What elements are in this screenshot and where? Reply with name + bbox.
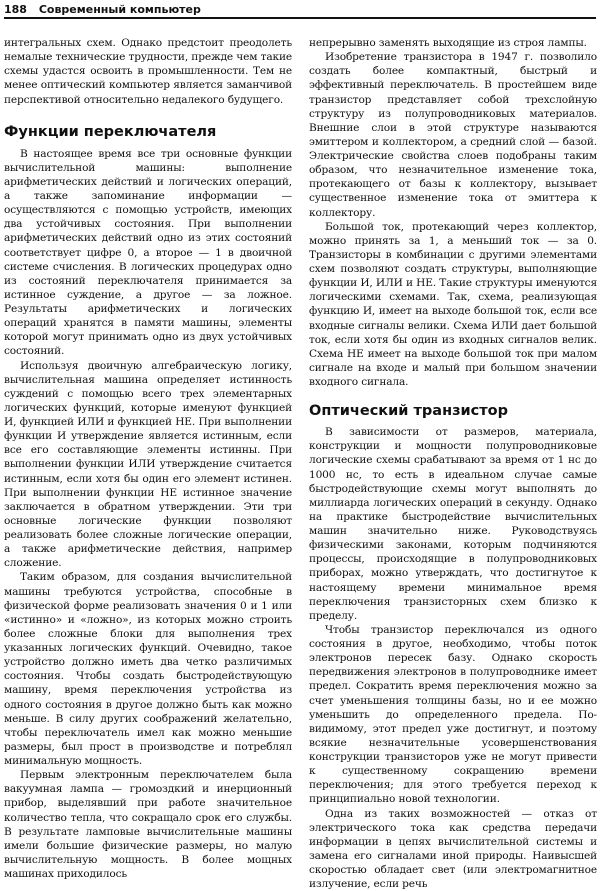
paragraph: Первым электронным переключателем была вакуумная лампа — громоздкий и инерционный прибор, выделявший при работе значительное количество тепла, что сокращало срок его службы. В результате ламповые вычислительные машины имели большие физические размеры, но малую вычислительную мощность. В более мощных машинах приходилось — [4, 768, 292, 881]
paragraph: непрерывно заменять выходящие из строя лампы. — [309, 36, 597, 50]
section-heading-optical-transistor: Оптический транзистор — [309, 402, 597, 420]
page-number: 188 — [4, 2, 27, 17]
paragraph: В настоящее время все три основные функции вычислительной машины: выполнение арифметических действий и логических операций, а также запоминание информации — осуществляются с помощью устройств, имеющих два устойчивых состояния. При выполнении арифметических действий одно из этих состояний соответствует цифре 0, а второе — 1 в двоичной системе счисления. В логических процедурах одно из состояний переключателя принимается за истинное суждение, а другое — за ложное. Результаты арифметических и логических операций хранятся в памяти машины, элементы которой могут принимать одно из двух устойчивых состояний. — [4, 147, 292, 359]
paragraph: Большой ток, протекающий через коллектор, можно принять за 1, а меньший ток — за 0. Транзисторы в комбинации с другими элементами схем позволяют создать структуры, выполняющие функции И, ИЛИ и НЕ. Такие структуры именуются логическими схемами. Так, схема, реализующая функцию И, имеет на выходе большой ток, если все входные сигналы велики. Схема ИЛИ дает большой ток, если хотя бы один из входных сигналов велик. Схема НЕ имеет на выходе большой ток при малом сигнале на входе и малый при большом значении входного сигнала. — [309, 220, 597, 390]
left-column — [4, 36, 292, 881]
right-column — [309, 36, 597, 891]
header-rule — [4, 17, 596, 19]
paragraph: Используя двоичную алгебраическую логику, вычислительная машина определяет истинность суждений с помощью всего трех элементарных логических функций, которые именуют функцией И, функцией ИЛИ и функцией НЕ. При выполнении функции И утверждение является истинным, если все его составляющие элементы истинны. При выполнении функции ИЛИ утверждение считается истинным, если хотя бы один его элемент истинен. При выполнении функции НЕ истинное значение заключается в обратном утверждении. Эти три основные логические функции позволяют реализовать более сложные логические операции, а также арифметические действия, например сложение. — [4, 359, 292, 571]
section-heading-switch-functions: Функции переключателя — [4, 123, 292, 141]
paragraph: В зависимости от размеров, материала, конструкции и мощности полупроводниковые логические схемы срабатывают за время от 1 нс до 1000 нс, то есть в идеальном случае самые быстродействующие схемы могут выполнять до миллиарда логических операций в секунду. Однако на практике быстродействие вычислительных машин значительно ниже. Руководствуясь физическими законами, которым подчиняются процессы, происходящие в полупроводниковых приборах, можно утверждать, что достигнутое к настоящему времени минимальное время переключения транзисторных схем близко к пределу. — [309, 425, 597, 623]
paragraph: Изобретение транзистора в 1947 г. позволило создать более компактный, быстрый и эффективный переключатель. В простейшем виде транзистор представляет собой трехслойную структуру из полупроводниковых материалов. Внешние слои в этой структуре называются эмиттером и коллектором, а средний слой — базой. Электрические свойства слоев подобраны таким образом, что незначительное изменение тока, протекающего от базы к коллектору, вызывает существенное изменение тока от эмиттера к коллектору. — [309, 50, 597, 220]
paragraph: интегральных схем. Однако предстоит преодолеть немалые технические трудности, прежде чем такие схемы удастся освоить в промышленности. Тем не менее оптический компьютер является заманчивой перспективой относительно недалекого будущего. — [4, 36, 292, 107]
paragraph: Одна из таких возможностей — отказ от электрического тока как средства передачи информации в цепях вычислительной системы и замена его сигналами иной природы. Наивысшей скоростью обладает свет (или электромагнитное излучение, если речь — [309, 807, 597, 891]
running-title: Современный компьютер — [39, 3, 201, 16]
paragraph: Чтобы транзистор переключался из одного состояния в другое, необходимо, чтобы поток электронов пересек базу. Однако скорость передвижения электронов в полупроводнике имеет предел. Сократить время переключения можно за счет уменьшения толщины базы, но и ее можно уменьшить до определенного предела. По-видимому, этот предел уже достигнут, и поэтому всякие незначительные усовершенствования конструкции транзисторов уже не могут привести к существенному сокращению времени переключения; для этого требуется переход к принципиально новой технологии. — [309, 623, 597, 807]
paragraph: Таким образом, для создания вычислительной машины требуются устройства, способные в физической форме реализовать значения 0 и 1 или «истинно» и «ложно», из которых можно строить более сложные блоки для выполнения трех указанных логических функций. Очевидно, такое устройство должно иметь два четко различимых состояния. Чтобы создать быстродействующую машину, время переключения устройства из одного состояния в другое должно быть как можно меньше. В силу других соображений желательно, чтобы переключатель имел как можно меньшие размеры, был прост в производстве и потреблял минимальную мощность. — [4, 570, 292, 768]
